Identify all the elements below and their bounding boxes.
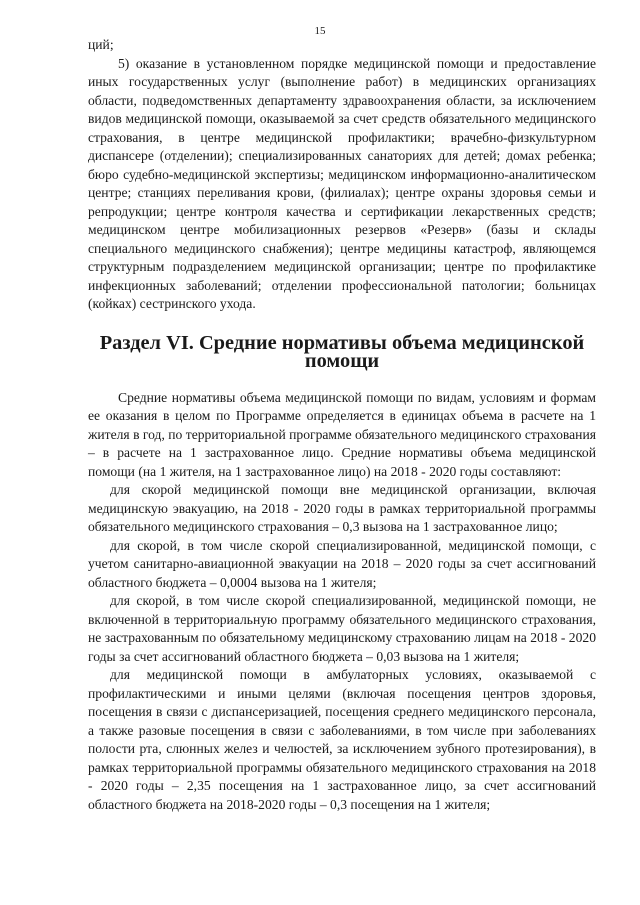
page-number: 15 — [314, 25, 326, 37]
norm-emergency-uninsured: для скорой, в том числе скорой специализированной, медицинской помощи, не включенной в территориальную программу обязательного медицинского страхования, не застрахованным по обязательному медицинскому страхованию лицам на 2018 - 2020 годы за счет ассигнований областного бюджета – 0,03 вызова на 1 жителя; — [88, 593, 596, 664]
continuation-text: ций; — [88, 37, 114, 52]
norm-emergency-oms: для скорой медицинской помощи вне медицинской организации, включая медицинскую эвакуацию, на 2018 - 2020 годы в рамках территориальной программы обязательного медицинского страхования – 0,3 вызова на 1 застрахованное лицо; — [88, 482, 596, 534]
section-heading: Раздел VI. Средние нормативы объема медицинской помощи — [99, 331, 585, 372]
intro-paragraph: Средние нормативы объема медицинской помощи по видам, условиям и формам ее оказания в целом по Программе определяется в единицах объема в расчете на 1 жителя в год, по территориальной программе обязательного медицинского страхования – в расчете на 1 застрахованное лицо. Средние нормативы объема медицинской помощи (на 1 жителя, на 1 застрахованное лицо) на 2018 - 2020 годы составляют: — [88, 389, 596, 479]
norm-outpatient-preventive: для медицинской помощи в амбулаторных условиях, оказываемой с профилактическими и иными целями (включая посещения центров здоровья, посещения в связи с диспансеризацией, посещения среднего медицинского персонала, а также разовые посещения в связи с заболеваниями, в том числе при заболеваниях полости рта, слюнных желез и челюстей, за исключением зубного протезирования), в рамках территориальной программы обязательного медицинского страхования на 2018 - 2020 годы – 2,35 посещения на 1 застрахованное лицо, за счет ассигнований областного бюджета на 2018-2020 годы – 0,3 посещения на 1 жителя; — [88, 667, 596, 812]
list-item-5: 5) оказание в установленном порядке медицинской помощи и предоставление иных государственных услуг (выполнение работ) в медицинских организациях области, подведомственных департаменту здравоохранения области, за исключением видов медицинской помощи, оказываемой за счет средств обязательного медицинского страхования, в центре медицинской профилактики; врачебно-физкультурном диспансере (отделении); специализированных санаториях для детей; домах ребенка; бюро судебно-медицинской экспертизы; медицинском информационно-аналитическом центре; станциях переливания крови, (филиалах); центре охраны здоровья семьи и репродукции; центре контроля качества и сертификации лекарственных средств; медицинском центре мобилизационных резервов «Резерв» (базы и склады специального медицинского снабжения); центре медицины катастроф, являющемся структурным подразделением медицинской организации; центре по профилактике инфекционных заболеваний; отделении профессиональной патологии; больницах (койках) сестринского ухода. — [88, 55, 596, 311]
document-body — [88, 36, 596, 814]
norm-emergency-aviation: для скорой, в том числе скорой специализированной, медицинской помощи, с учетом санитарно-авиационной эвакуации на 2018 – 2020 годы за счет ассигнований областного бюджета – 0,0004 вызова на 1 жителя; — [88, 537, 596, 590]
